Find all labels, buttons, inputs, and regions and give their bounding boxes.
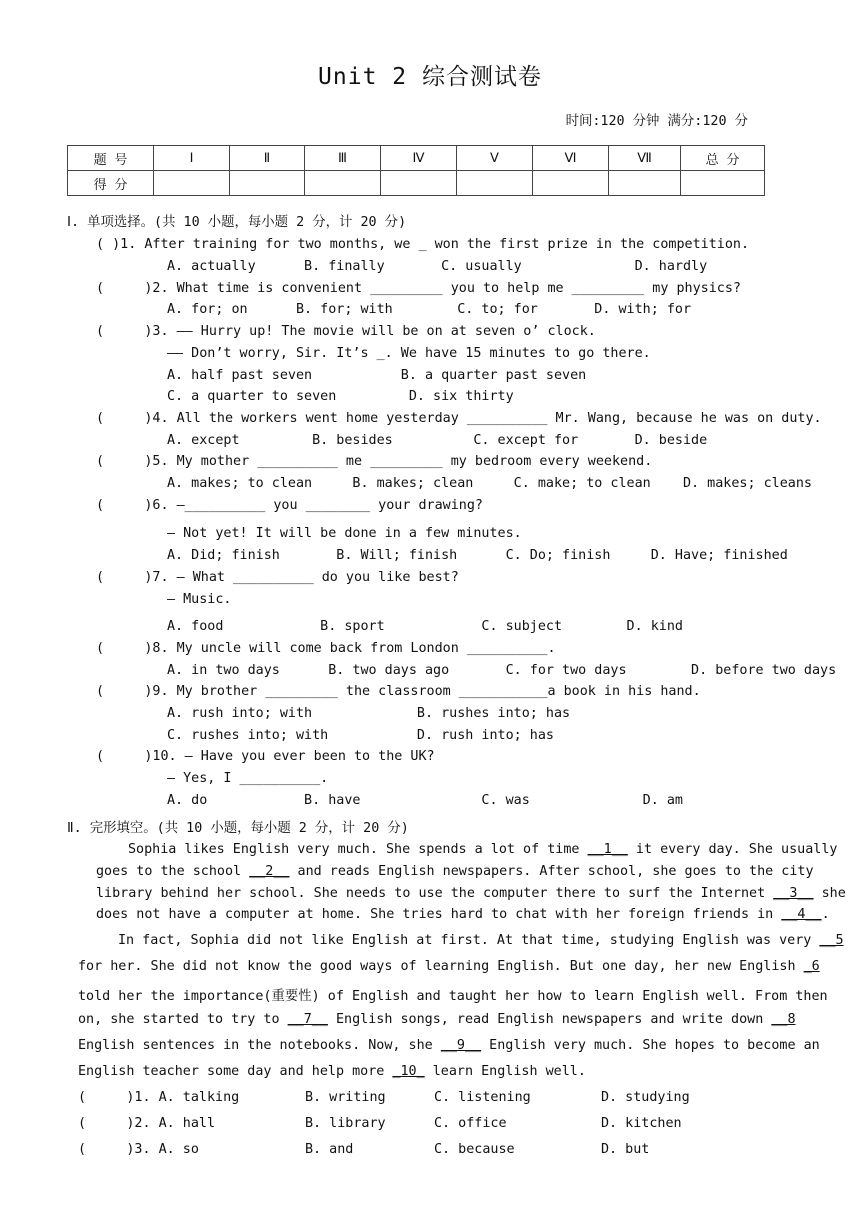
options-line: A. half past seven B. a quarter past seven — [167, 368, 587, 383]
passage-text: goes to the school — [96, 864, 250, 879]
score-cell[interactable] — [154, 171, 230, 196]
passage-line — [78, 1012, 796, 1027]
passage-text: English very much. She hopes to become an — [481, 1038, 820, 1053]
cloze-option-d: D. kitchen — [601, 1116, 682, 1131]
question-line: — Music. — [167, 592, 232, 607]
passage-text: Sophia likes English very much. She spends a lot of time — [128, 842, 588, 857]
options-line: C. rushes into; with D. rush into; has — [167, 728, 554, 743]
options-line: A. makes; to clean B. makes; clean C. make; to clean D. makes; cleans — [167, 476, 812, 491]
cloze-option-c: C. office — [434, 1116, 507, 1131]
question-line: ( )4. All the workers went home yesterday __________ Mr. Wang, because he was on duty. — [96, 411, 822, 426]
score-table-score-row — [68, 171, 765, 196]
passage-text: English teacher some day and help more — [78, 1064, 393, 1079]
options-line: A. except B. besides C. except for D. beside — [167, 433, 708, 448]
question-line: — Yes, I __________. — [167, 771, 329, 786]
blank-8[interactable]: __8 — [771, 1012, 796, 1027]
passage-line — [78, 1064, 586, 1079]
question-line: ( )5. My mother __________ me _________ my bedroom every weekend. — [96, 454, 653, 469]
passage-text: does not have a computer at home. She tries hard to chat with her foreign friends in — [96, 907, 782, 922]
score-cell[interactable] — [381, 171, 457, 196]
score-header-cell: Ⅳ — [381, 146, 457, 171]
blank-2[interactable]: __2__ — [249, 864, 290, 879]
passage-text: English songs, read English newspapers and write down — [327, 1012, 772, 1027]
question-line: ( )10. — Have you ever been to the UK? — [96, 749, 435, 764]
passage-text: for her. She did not know the good ways of learning English. But one day, her new English — [78, 959, 804, 974]
passage-text: told her the importance(重要性) of English and taught her how to learn English well. From then — [78, 989, 828, 1004]
score-header-cell: Ⅴ — [457, 146, 533, 171]
passage-line — [96, 864, 814, 879]
score-header-cell: Ⅵ — [533, 146, 609, 171]
score-header-cell: 题 号 — [68, 146, 154, 171]
cloze-option-b: B. and — [305, 1142, 354, 1157]
exam-meta: 时间:120 分钟 满分:120 分 — [565, 114, 748, 129]
score-cell[interactable] — [457, 171, 533, 196]
score-header-cell: Ⅲ — [305, 146, 381, 171]
score-cell[interactable] — [533, 171, 609, 196]
cloze-option-b: B. writing — [305, 1090, 386, 1105]
section-1-heading: Ⅰ. 单项选择。(共 10 小题，每小题 2 分，计 20 分) — [67, 215, 407, 230]
question-line: ( )8. My uncle will come back from London __________. — [96, 641, 556, 656]
question-line: ( )6. —__________ you ________ your drawing? — [96, 498, 483, 513]
options-line: C. a quarter to seven D. six thirty — [167, 389, 514, 404]
passage-text: she — [813, 886, 846, 901]
passage-text: it every day. She usually — [627, 842, 838, 857]
blank-7[interactable]: __7__ — [287, 1012, 328, 1027]
section-2-heading: Ⅱ. 完形填空。(共 10 小题，每小题 2 分，计 20 分) — [67, 821, 409, 836]
cloze-option-d: D. studying — [601, 1090, 690, 1105]
question-line: ( )2. What time is convenient _________ you to help me _________ my physics? — [96, 281, 741, 296]
cloze-option-d: D. but — [601, 1142, 650, 1157]
question-line: —— Don’t worry, Sir. It’s _. We have 15 minutes to go there. — [167, 346, 651, 361]
question-line: ( )9. My brother _________ the classroom ___________a book in his hand. — [96, 684, 701, 699]
score-header-cell: 总 分 — [681, 146, 765, 171]
score-cell[interactable] — [305, 171, 381, 196]
passage-line — [78, 985, 828, 1004]
cloze-option-c: C. because — [434, 1142, 515, 1157]
options-line: A. in two days B. two days ago C. for two days D. before two days — [167, 663, 837, 678]
question-line: ( )1. After training for two months, we _ won the first prize in the competition. — [96, 237, 750, 252]
options-line: A. Did; finish B. Will; finish C. Do; finish D. Have; finished — [167, 548, 788, 563]
passage-text: on, she started to try to — [78, 1012, 288, 1027]
options-line: A. rush into; with B. rushes into; has — [167, 706, 571, 721]
passage-text: In fact, Sophia did not like English at first. At that time, studying English was very — [118, 933, 820, 948]
passage-text: library behind her school. She needs to use the computer there to surf the Internet — [96, 886, 774, 901]
passage-line — [118, 933, 844, 948]
passage-line — [96, 907, 830, 922]
question-line: ( )7. — What __________ do you like best? — [96, 570, 459, 585]
blank-9[interactable]: __9__ — [440, 1038, 482, 1053]
passage-line — [128, 842, 837, 857]
score-cell[interactable] — [609, 171, 681, 196]
page-title: Unit 2 综合测试卷 — [318, 64, 542, 90]
options-line: A. for; on B. for; with C. to; for D. with; for — [167, 302, 692, 317]
score-header-cell: Ⅶ — [609, 146, 681, 171]
blank-3[interactable]: __3__ — [773, 886, 814, 901]
passage-text: learn English well. — [424, 1064, 586, 1079]
cloze-option-stem: ( )1. A. talking — [78, 1090, 240, 1105]
options-line: A. actually B. finally C. usually D. hardly — [167, 259, 708, 274]
options-line: A. do B. have C. was D. am — [167, 793, 683, 808]
options-line: A. food B. sport C. subject D. kind — [167, 619, 683, 634]
passage-line — [78, 959, 820, 974]
passage-text: English sentences in the notebooks. Now, she — [78, 1038, 441, 1053]
score-header-cell: Ⅰ — [154, 146, 230, 171]
blank-4[interactable]: __4__ — [781, 907, 822, 922]
question-line: — Not yet! It will be done in a few minutes. — [167, 526, 522, 541]
blank-1[interactable]: __1__ — [587, 842, 628, 857]
passage-line — [96, 886, 846, 901]
cloze-option-c: C. listening — [434, 1090, 531, 1105]
cloze-option-stem: ( )2. A. hall — [78, 1116, 216, 1131]
passage-text: and reads English newspapers. After school, she goes to the city — [289, 864, 814, 879]
passage-text: . — [821, 907, 830, 922]
question-line: ( )3. —— Hurry up! The movie will be on at seven o’ clock. — [96, 324, 596, 339]
blank-10[interactable]: _10_ — [392, 1064, 425, 1079]
score-cell[interactable] — [681, 171, 765, 196]
score-header-cell: Ⅱ — [230, 146, 305, 171]
score-table-header-row — [68, 146, 765, 171]
score-row-label: 得 分 — [68, 171, 154, 196]
score-table — [67, 145, 765, 196]
score-cell[interactable] — [230, 171, 305, 196]
cloze-option-b: B. library — [305, 1116, 386, 1131]
cloze-option-stem: ( )3. A. so — [78, 1142, 199, 1157]
blank-6[interactable]: _6 — [803, 959, 820, 974]
passage-line — [78, 1038, 820, 1053]
blank-5[interactable]: __5 — [819, 933, 844, 948]
